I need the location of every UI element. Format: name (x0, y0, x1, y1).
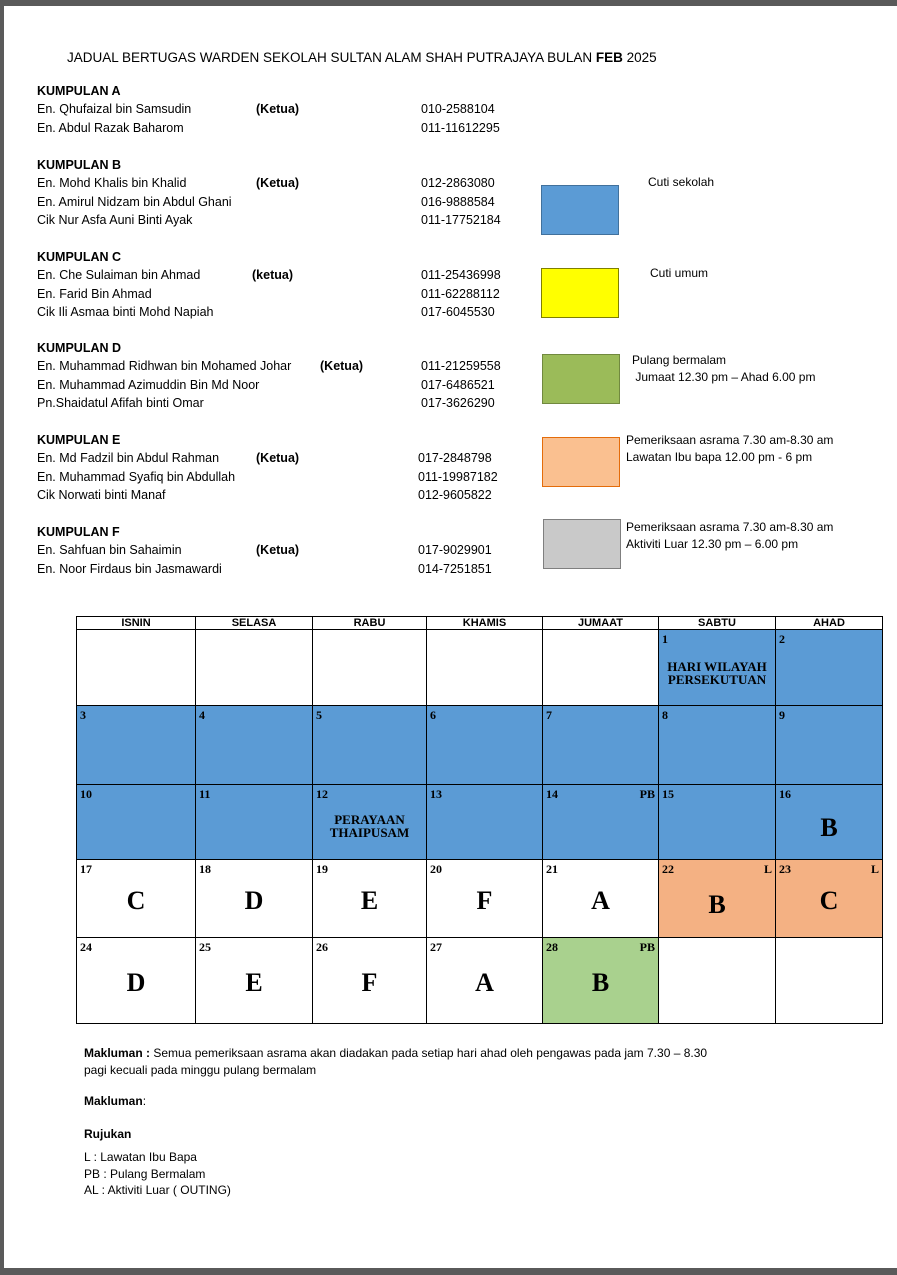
calendar-day-cell (776, 938, 883, 1024)
day-number: 6 (430, 708, 436, 722)
day-number: 28 (546, 940, 558, 954)
holiday-event: PERAYAAN THAIPUSAM (329, 812, 410, 840)
calendar-day-cell (543, 860, 659, 938)
calendar-day-cell (543, 630, 659, 706)
holiday-event: HARI WILAYAH PERSEKUTUAN (667, 659, 767, 687)
legend-swatch (541, 268, 619, 318)
calendar-week-row (77, 785, 883, 860)
member-name: En. Muhammad Syafiq bin Abdullah (37, 469, 236, 484)
day-number: 26 (316, 940, 328, 954)
member-name: En. Amirul Nidzam bin Abdul Ghani (37, 194, 232, 209)
legend-line-1: Pemeriksaan asrama 7.30 am-8.30 am (626, 520, 834, 534)
duty-group: B (708, 890, 726, 919)
day-header: KHAMIS (427, 617, 543, 630)
member-phone: 011-17752184 (421, 212, 501, 227)
duty-group: A (591, 886, 610, 915)
legend-line-1: Pulang bermalam (632, 353, 727, 367)
day-number: 7 (546, 708, 552, 722)
group-heading: KUMPULAN C (37, 250, 122, 264)
member-name: En. Qhufaizal bin Samsudin (37, 102, 192, 117)
member-phone: 016-9888584 (421, 194, 495, 209)
calendar-day-cell (196, 938, 313, 1024)
member-name: Cik Ili Asmaa binti Mohd Napiah (37, 304, 214, 319)
calendar-day-cell (659, 938, 776, 1024)
day-tag: PB (639, 940, 655, 954)
calendar-day-cell (776, 785, 883, 860)
legend-label (648, 174, 714, 191)
makluman-note-2: Makluman: (84, 1094, 147, 1108)
member-phone: 010-2588104 (421, 102, 495, 117)
calendar-day-cell (77, 630, 196, 706)
rujukan-item: L : Lawatan Ibu Bapa (84, 1150, 197, 1164)
group-heading: KUMPULAN E (37, 433, 121, 447)
day-number: 16 (779, 787, 791, 801)
member-phone: 017-2848798 (418, 451, 492, 466)
day-number: 10 (80, 787, 92, 801)
page-title: JADUAL BERTUGAS WARDEN SEKOLAH SULTAN ALAM SHAH PUTRAJAYA BULAN FEB 2025 (67, 50, 657, 65)
day-number: 23 (779, 862, 791, 876)
calendar-day-cell (313, 706, 427, 785)
day-number: 9 (779, 708, 785, 722)
day-number: 27 (430, 940, 442, 954)
member-name: En. Abdul Razak Baharom (37, 120, 184, 135)
day-header: RABU (313, 617, 427, 630)
day-number: 1 (662, 632, 668, 646)
member-role: (Ketua) (256, 102, 300, 117)
calendar-week-row (77, 630, 883, 706)
duty-group: D (244, 886, 264, 915)
member-name: Cik Nur Asfa Auni Binti Ayak (37, 212, 193, 227)
rujukan-item: AL : Aktiviti Luar ( OUTING) (84, 1183, 231, 1197)
duty-group: C (819, 886, 839, 915)
calendar-day-cell (659, 860, 776, 938)
day-number: 4 (199, 708, 205, 722)
day-header: AHAD (776, 617, 883, 630)
day-number: 2 (779, 632, 785, 646)
member-phone: 011-11612295 (421, 120, 500, 135)
member-phone: 011-19987182 (418, 469, 498, 484)
day-tag: L (870, 862, 879, 876)
day-number: 25 (199, 940, 211, 954)
member-name: En. Farid Bin Ahmad (37, 286, 152, 301)
day-number: 20 (430, 862, 442, 876)
day-number: 17 (80, 862, 92, 876)
calendar-day-cell (659, 630, 776, 706)
member-name: En. Sahfuan bin Sahaimin (37, 543, 182, 558)
group-heading: KUMPULAN D (37, 341, 122, 355)
calendar-day-cell (313, 785, 427, 860)
member-phone: 012-2863080 (421, 176, 495, 191)
calendar-day-cell (77, 785, 196, 860)
member-name: Pn.Shaidatul Afifah binti Omar (37, 395, 204, 410)
day-number: 18 (199, 862, 211, 876)
calendar-day-cell (427, 630, 543, 706)
duty-group: C (126, 886, 146, 915)
calendar-day-cell (313, 630, 427, 706)
calendar-day-cell (196, 860, 313, 938)
makluman-note-1-cont: pagi kecuali pada minggu pulang bermalam (84, 1063, 317, 1077)
makluman-note-1: Makluman : Semua pemeriksaan asrama akan diadakan pada setiap hari ahad oleh pengawas pada jam 7.30 – 8.30 (84, 1046, 708, 1060)
duty-group: A (475, 968, 494, 997)
duty-group: F (361, 968, 378, 997)
rujukan-heading: Rujukan (84, 1127, 132, 1141)
member-name: En. Muhammad Azimuddin Bin Md Noor (37, 377, 260, 392)
day-number: 21 (546, 862, 558, 876)
calendar-day-cell (427, 785, 543, 860)
member-name: En. Noor Firdaus bin Jasmawardi (37, 561, 222, 576)
calendar-day-cell (659, 706, 776, 785)
calendar-week-row (77, 860, 883, 938)
duty-group: E (245, 968, 263, 997)
member-name: En. Md Fadzil bin Abdul Rahman (37, 451, 220, 466)
member-phone: 011-25436998 (421, 268, 501, 283)
member-name: En. Mohd Khalis bin Khalid (37, 176, 187, 191)
duty-group: E (360, 886, 379, 915)
member-phone: 014-7251851 (418, 561, 492, 576)
member-name: Cik Norwati binti Manaf (37, 487, 166, 502)
legend-label (626, 432, 833, 466)
legend-swatch (542, 354, 620, 404)
calendar-day-cell (659, 785, 776, 860)
member-role: (ketua) (252, 268, 293, 283)
member-phone: 011-21259558 (421, 359, 501, 374)
day-header: SABTU (659, 617, 776, 630)
calendar-day-cell (313, 860, 427, 938)
legend-swatch (541, 185, 619, 235)
calendar-day-cell (77, 938, 196, 1024)
calendar-day-cell (427, 938, 543, 1024)
member-phone: 017-6486521 (421, 377, 495, 392)
legend-label (650, 265, 708, 282)
legend-line-2: Lawatan Ibu bapa 12.00 pm - 6 pm (626, 450, 813, 464)
member-phone: 017-3626290 (421, 395, 495, 410)
legend-line-1: Pemeriksaan asrama 7.30 am-8.30 am (626, 433, 834, 447)
group-heading: KUMPULAN F (37, 525, 120, 539)
day-number: 8 (662, 708, 668, 722)
group-heading: KUMPULAN B (37, 158, 122, 172)
duty-group: B (591, 968, 610, 997)
legend-line-2: Aktiviti Luar 12.30 pm – 6.00 pm (626, 537, 799, 551)
duty-group: D (126, 968, 146, 997)
day-number: 11 (199, 787, 211, 801)
duty-group: F (476, 886, 493, 915)
legend-line-1: Cuti umum (650, 266, 709, 280)
calendar-day-cell (776, 630, 883, 706)
calendar-day-cell (196, 630, 313, 706)
member-role: (Ketua) (256, 176, 300, 191)
calendar-day-cell (543, 938, 659, 1024)
duty-calendar (76, 616, 883, 1024)
duty-group: B (820, 813, 838, 842)
legend-label (632, 352, 815, 386)
day-header: JUMAAT (543, 617, 659, 630)
member-phone: 017-6045530 (421, 304, 495, 319)
document-page (4, 6, 897, 1268)
member-role: (Ketua) (256, 451, 300, 466)
calendar-day-cell (77, 860, 196, 938)
legend-line-1: Cuti sekolah (648, 175, 715, 189)
calendar-header-row (77, 617, 883, 630)
calendar-day-cell (196, 785, 313, 860)
calendar-day-cell (543, 785, 659, 860)
calendar-day-cell (196, 706, 313, 785)
day-tag: L (763, 862, 772, 876)
member-name: En. Muhammad Ridhwan bin Mohamed Johar (37, 359, 292, 374)
calendar-day-cell (313, 938, 427, 1024)
day-number: 3 (80, 708, 86, 722)
member-role: (Ketua) (320, 359, 364, 374)
day-number: 24 (80, 940, 92, 954)
member-phone: 017-9029901 (418, 543, 492, 558)
calendar-week-row (77, 706, 883, 785)
legend-swatch (542, 437, 620, 487)
calendar-day-cell (776, 860, 883, 938)
calendar-week-row (77, 938, 883, 1024)
day-number: 22 (662, 862, 674, 876)
member-name: En. Che Sulaiman bin Ahmad (37, 268, 201, 283)
legend-label (626, 519, 833, 553)
member-phone: 012-9605822 (418, 487, 492, 502)
day-header: SELASA (196, 617, 313, 630)
rujukan-item: PB : Pulang Bermalam (84, 1166, 206, 1181)
legend-swatch (543, 519, 621, 569)
day-header: ISNIN (77, 617, 196, 630)
day-number: 14 (546, 787, 558, 801)
calendar-day-cell (776, 706, 883, 785)
calendar-day-cell (543, 706, 659, 785)
calendar-day-cell (427, 860, 543, 938)
legend-line-2: Jumaat 12.30 pm – Ahad 6.00 pm (632, 370, 816, 384)
member-role: (Ketua) (256, 543, 300, 558)
day-number: 12 (316, 787, 328, 801)
day-tag: PB (639, 787, 655, 801)
member-phone: 011-62288112 (421, 286, 500, 301)
calendar-day-cell (77, 706, 196, 785)
day-number: 19 (316, 862, 328, 876)
day-number: 13 (430, 787, 442, 801)
day-number: 15 (662, 787, 674, 801)
calendar-day-cell (427, 706, 543, 785)
group-heading: KUMPULAN A (37, 84, 121, 98)
day-number: 5 (316, 708, 322, 722)
